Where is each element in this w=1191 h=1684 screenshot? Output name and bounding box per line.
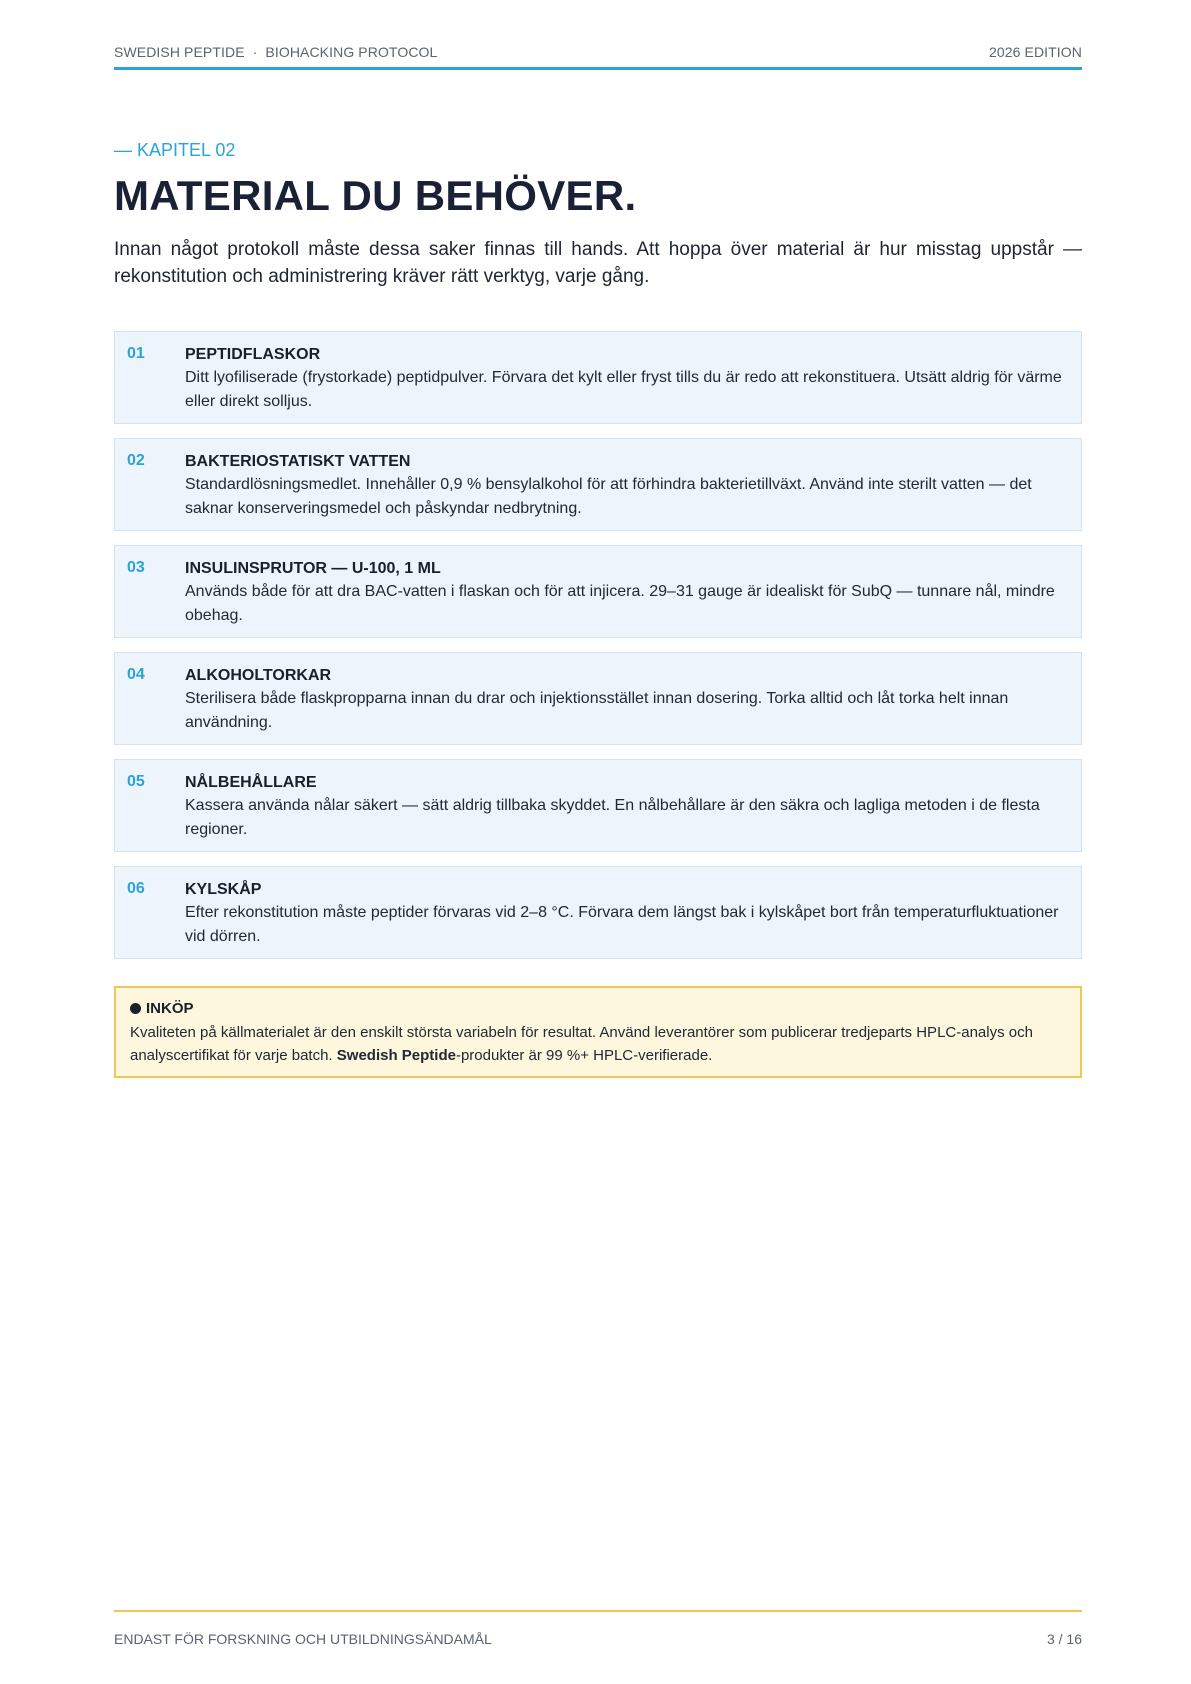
item-number: 01 [127, 345, 145, 362]
material-item-bakteriostatiskt-vatten [114, 438, 1082, 531]
callout-text-after: -produkter är 99 %+ HPLC-verifierade. [455, 1047, 713, 1064]
item-title: BAKTERIOSTATISKT VATTEN [185, 453, 411, 470]
chapter-kicker: — KAPITEL 02 [114, 140, 236, 160]
item-title: INSULINSPRUTOR — U-100, 1 ML [185, 560, 441, 577]
material-item-peptidflaskor [114, 331, 1082, 424]
material-item-nalbehallare [114, 759, 1082, 852]
item-description: Sterilisera både flaskpropparna innan du drar och injektionsstället innan dosering. Torka alltid och låt torka helt innan användning. [185, 690, 1009, 731]
item-title: NÅLBEHÅLLARE [185, 774, 317, 791]
item-number: 02 [127, 452, 145, 469]
item-number: 03 [127, 559, 145, 576]
purchase-callout [114, 986, 1082, 1078]
callout-heading: INKÖP [146, 1000, 194, 1017]
page-header [114, 44, 1082, 60]
intro-paragraph: Innan något protokoll måste dessa saker finnas till hands. Att hoppa över material är hur misstag uppstår — rekonstitution och administrering kräver rätt verktyg, varje gång. [114, 239, 1082, 287]
header-edition: 2026 EDITION [988, 44, 1082, 60]
material-item-alkoholtorkar [114, 652, 1082, 745]
item-title: KYLSKÅP [185, 881, 262, 898]
callout-text [130, 1021, 1066, 1067]
page-footer [114, 1631, 1082, 1647]
page-title: MATERIAL DU BEHÖVER. [114, 172, 637, 219]
item-description: Standardlösningsmedlet. Innehåller 0,9 % bensylalkohol för att förhindra bakterietillväxt. Använd inte sterilt vatten — det saknar konserveringsmedel och påskyndar nedbrytning. [185, 476, 1032, 517]
callout-brand: Swedish Peptide [336, 1047, 456, 1064]
item-number: 06 [127, 880, 145, 897]
bullet-dot-icon [130, 1003, 141, 1014]
footer-disclaimer: ENDAST FÖR FORSKNING OCH UTBILDNINGSÄNDAMÅL [114, 1631, 492, 1647]
item-title: ALKOHOLTORKAR [185, 667, 332, 684]
page-number: 3 / 16 [1046, 1631, 1082, 1647]
header-brand: SWEDISH PEPTIDE [114, 44, 245, 60]
footer-divider [114, 1610, 1082, 1612]
header-separator: · [252, 44, 258, 60]
header-left [114, 44, 437, 60]
header-divider [114, 67, 1082, 70]
item-title: PEPTIDFLASKOR [185, 346, 321, 363]
item-number: 04 [127, 666, 145, 683]
callout-text-before: Kvaliteten på källmaterialet är den enskilt största variabeln för resultat. Använd leverantörer som publicerar tredjeparts HPLC-analys och analyscertifikat för varje batch. [130, 1024, 1033, 1064]
item-description: Efter rekonstitution måste peptider förvaras vid 2–8 °C. Förvara dem längst bak i kylskåpet bort från temperaturfluktuationer vid dörren. [185, 904, 1059, 945]
material-item-insulinsprutor [114, 545, 1082, 638]
material-item-kylskap [114, 866, 1082, 959]
header-section: BIOHACKING PROTOCOL [265, 44, 438, 60]
item-description: Kassera använda nålar säkert — sätt aldrig tillbaka skyddet. En nålbehållare är den säkra och lagliga metoden i de flesta regioner. [185, 797, 1040, 838]
item-number: 05 [127, 773, 145, 790]
item-description: Används både för att dra BAC-vatten i flaskan och för att injicera. 29–31 gauge är idealiskt för SubQ — tunnare nål, mindre obehag. [185, 583, 1055, 624]
materials-list [114, 331, 1082, 973]
item-description: Ditt lyofiliserade (frystorkade) peptidpulver. Förvara det kylt eller fryst tills du är redo att rekonstituera. Utsätt aldrig för värme eller direkt solljus. [185, 369, 1062, 410]
